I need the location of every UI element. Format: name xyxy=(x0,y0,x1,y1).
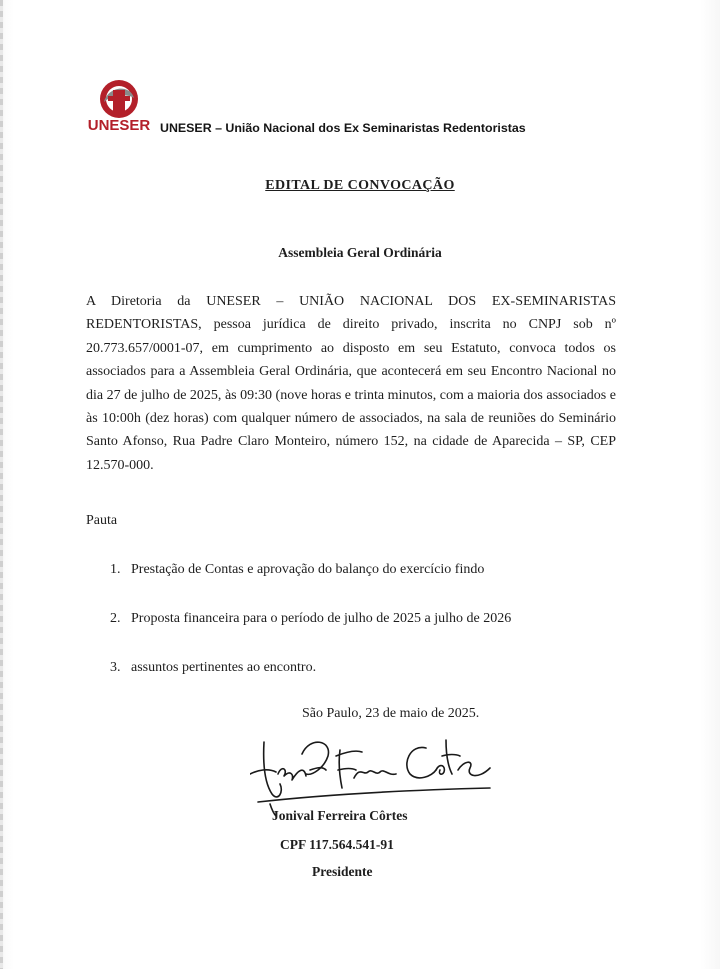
date-line: São Paulo, 23 de maio de 2025. xyxy=(302,706,480,721)
body-paragraph: A Diretoria da UNESER – UNIÃO NACIONAL DOS EX-SEMINARISTAS REDENTORISTAS, pessoa jurídica de direito privado, inscrita no CNPJ sob nº 20.773.657/0001-07, em cumprimento ao disposto em seu Estatuto, convoca todos os associados para a Assembleia Geral Ordinária, que acontecerá em seu Encontro Nacional no dia 27 de julho de 2025, às 09:30 (nove horas e trinta minutos, com a maioria dos associados e às 10:00h (dez horas) com qualquer número de associados, na sala de reuniões do Seminário Santo Afonso, Rua Padre Claro Monteiro, número 152, na cidade de Aparecida – SP, CEP 12.570-000. xyxy=(86,294,616,473)
signatory-cpf: CPF 117.564.541-91 xyxy=(280,837,394,852)
agenda-item-number: 2. xyxy=(110,611,121,626)
document-title: EDITAL DE CONVOCAÇÃO xyxy=(265,178,455,193)
agenda-item xyxy=(110,611,511,627)
signatory-role: Presidente xyxy=(312,864,373,879)
agenda-item-text: assuntos pertinentes ao encontro. xyxy=(131,660,317,675)
agenda-item-number: 3. xyxy=(110,660,121,675)
scan-edge xyxy=(0,0,3,969)
uneser-logo xyxy=(82,72,156,136)
signatory-name: Jonival Ferreira Côrtes xyxy=(272,808,408,823)
agenda-item xyxy=(110,562,484,578)
organization-title: UNESER – União Nacional dos Ex Seminaristas Redentoristas xyxy=(160,121,526,135)
agenda-item-number: 1. xyxy=(110,562,121,577)
logo-text: UNESER xyxy=(87,117,151,134)
pauta-label: Pauta xyxy=(86,513,118,528)
handwritten-signature xyxy=(250,730,500,818)
agenda-item-text: Prestação de Contas e aprovação do balanço do exercício findo xyxy=(131,562,485,577)
agenda-item-text: Proposta financeira para o período de julho de 2025 a julho de 2026 xyxy=(131,611,512,626)
agenda-item xyxy=(110,660,316,676)
document-subtitle: Assembleia Geral Ordinária xyxy=(278,245,442,260)
